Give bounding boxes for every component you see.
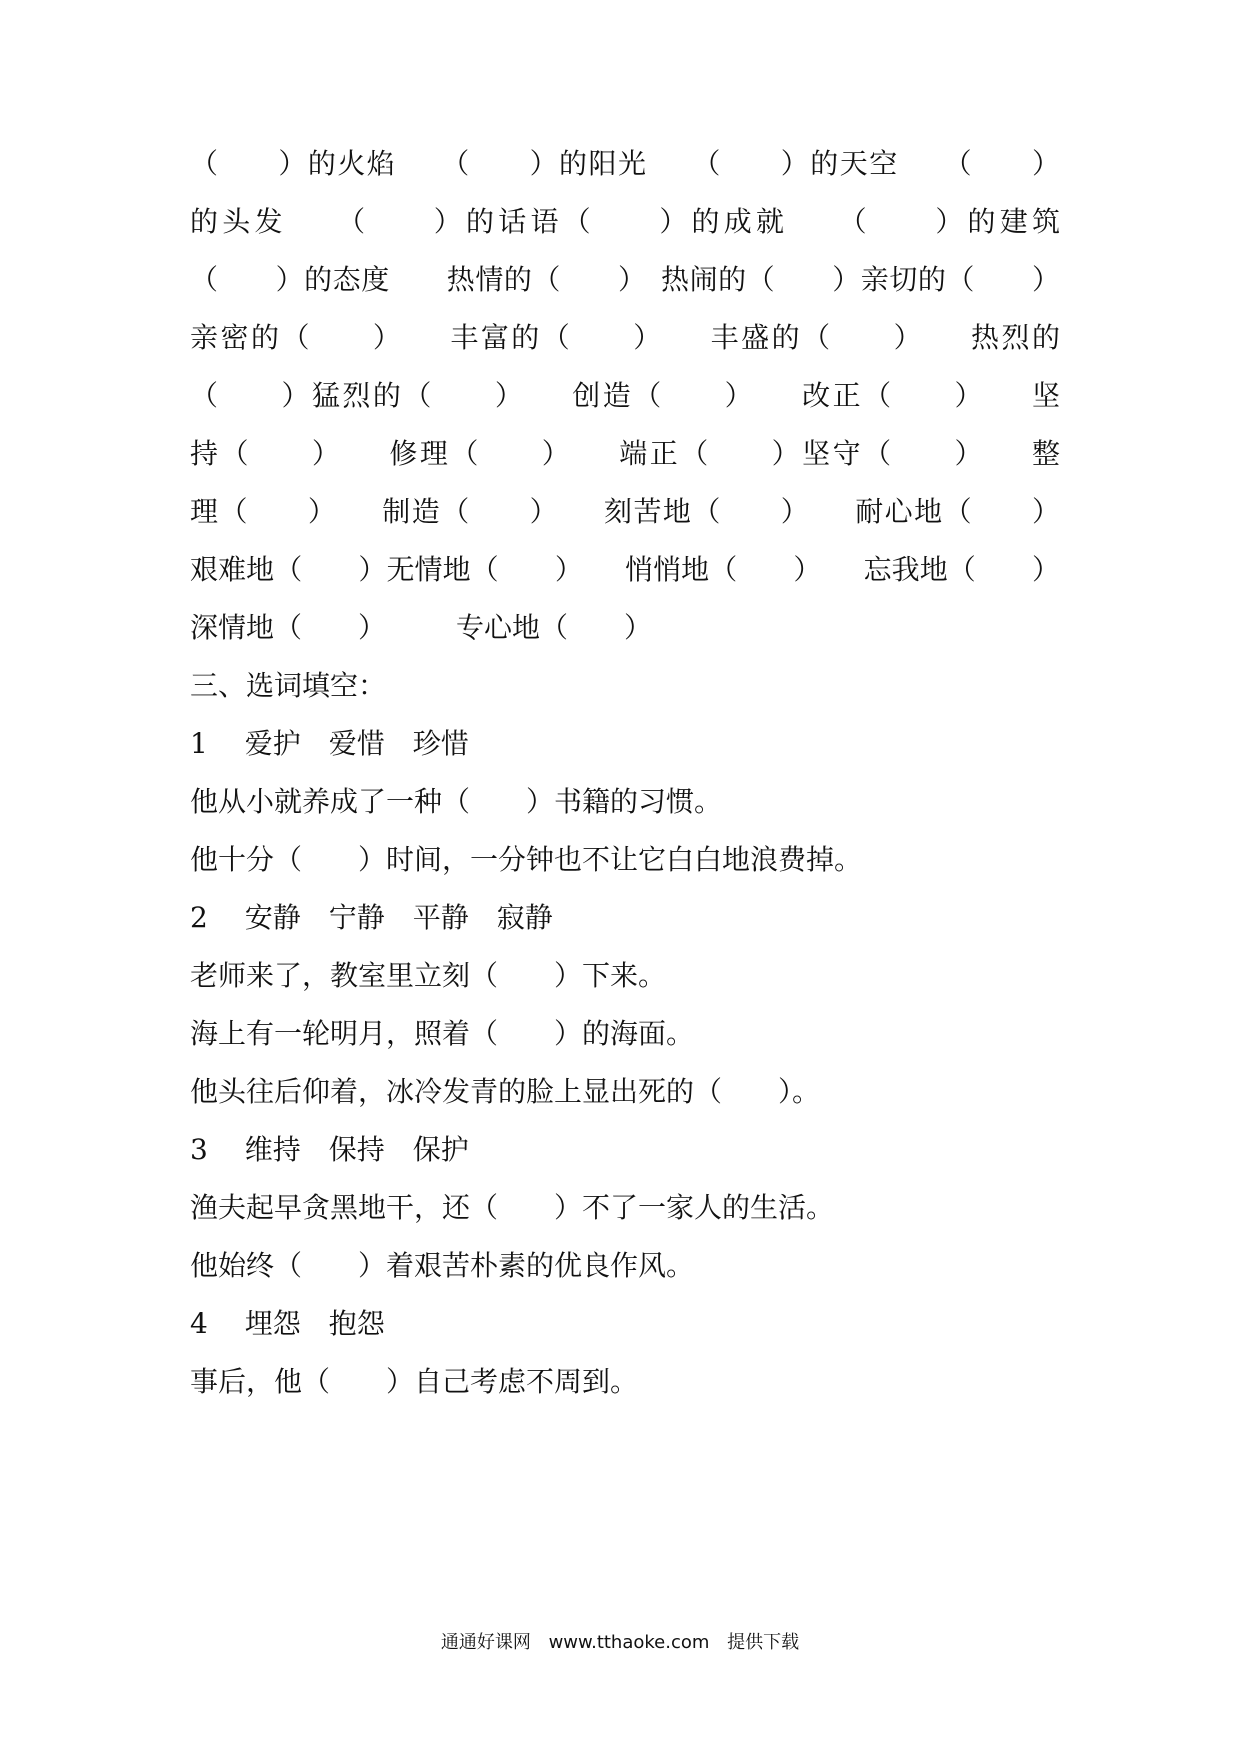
fill-in-sentence: 老师来了，教室里立刻（ ）下来。	[190, 959, 667, 992]
fill-in-sentence: 事后，他（ ）自己考虑不周到。	[190, 1365, 639, 1398]
phrase-line: 理（ ） 制造（ ） 刻苦地（ ） 耐心地（ ）	[190, 495, 1060, 528]
fill-in-sentence: 他始终（ ）着艰苦朴素的优良作风。	[190, 1249, 695, 1282]
fill-in-sentence: 他头往后仰着，冰冷发青的脸上显出死的（ ）。	[190, 1075, 821, 1108]
fill-in-sentence: 他从小就养成了一种（ ）书籍的习惯。	[190, 785, 723, 818]
fill-in-sentence: 他十分（ ）时间，一分钟也不让它白白地浪费掉。	[190, 843, 863, 876]
footer-site-name: 通通好课网	[440, 1632, 531, 1653]
phrase-line: （ ）猛烈的（ ） 创造（ ） 改正（ ） 坚	[190, 379, 1060, 412]
phrase-line: 深情地（ ） 专心地（ ）	[190, 611, 653, 644]
footer-suffix: 提供下载	[727, 1632, 800, 1653]
phrase-line: 的头发 （ ）的话语（ ）的成就 （ ）的建筑	[190, 205, 1060, 238]
word-group-header: 1 爱护 爱惜 珍惜	[190, 727, 469, 760]
phrase-line: （ ）的火焰 （ ）的阳光 （ ）的天空 （ ）	[190, 147, 1060, 180]
fill-in-sentence: 海上有一轮明月，照着（ ）的海面。	[190, 1017, 695, 1050]
phrase-line: （ ）的态度 热情的（ ） 热闹的（ ）亲切的（ ）	[190, 263, 1060, 296]
phrase-line: 艰难地（ ）无情地（ ） 悄悄地（ ） 忘我地（ ）	[190, 553, 1060, 586]
phrase-line: 持（ ） 修理（ ） 端正（ ）坚守（ ） 整	[190, 437, 1060, 470]
word-group-header: 3 维持 保持 保护	[190, 1133, 469, 1166]
word-group-header: 2 安静 宁静 平静 寂静	[190, 901, 553, 934]
section-title: 三、选词填空：	[190, 669, 387, 702]
fill-in-sentence: 渔夫起早贪黑地干，还（ ）不了一家人的生活。	[190, 1191, 835, 1224]
footer-url[interactable]: www.tthaoke.com	[548, 1632, 710, 1653]
page-footer	[0, 1630, 1240, 1656]
word-group-header: 4 埋怨 抱怨	[190, 1307, 385, 1340]
phrase-line: 亲密的（ ） 丰富的（ ） 丰盛的（ ） 热烈的	[190, 321, 1060, 354]
